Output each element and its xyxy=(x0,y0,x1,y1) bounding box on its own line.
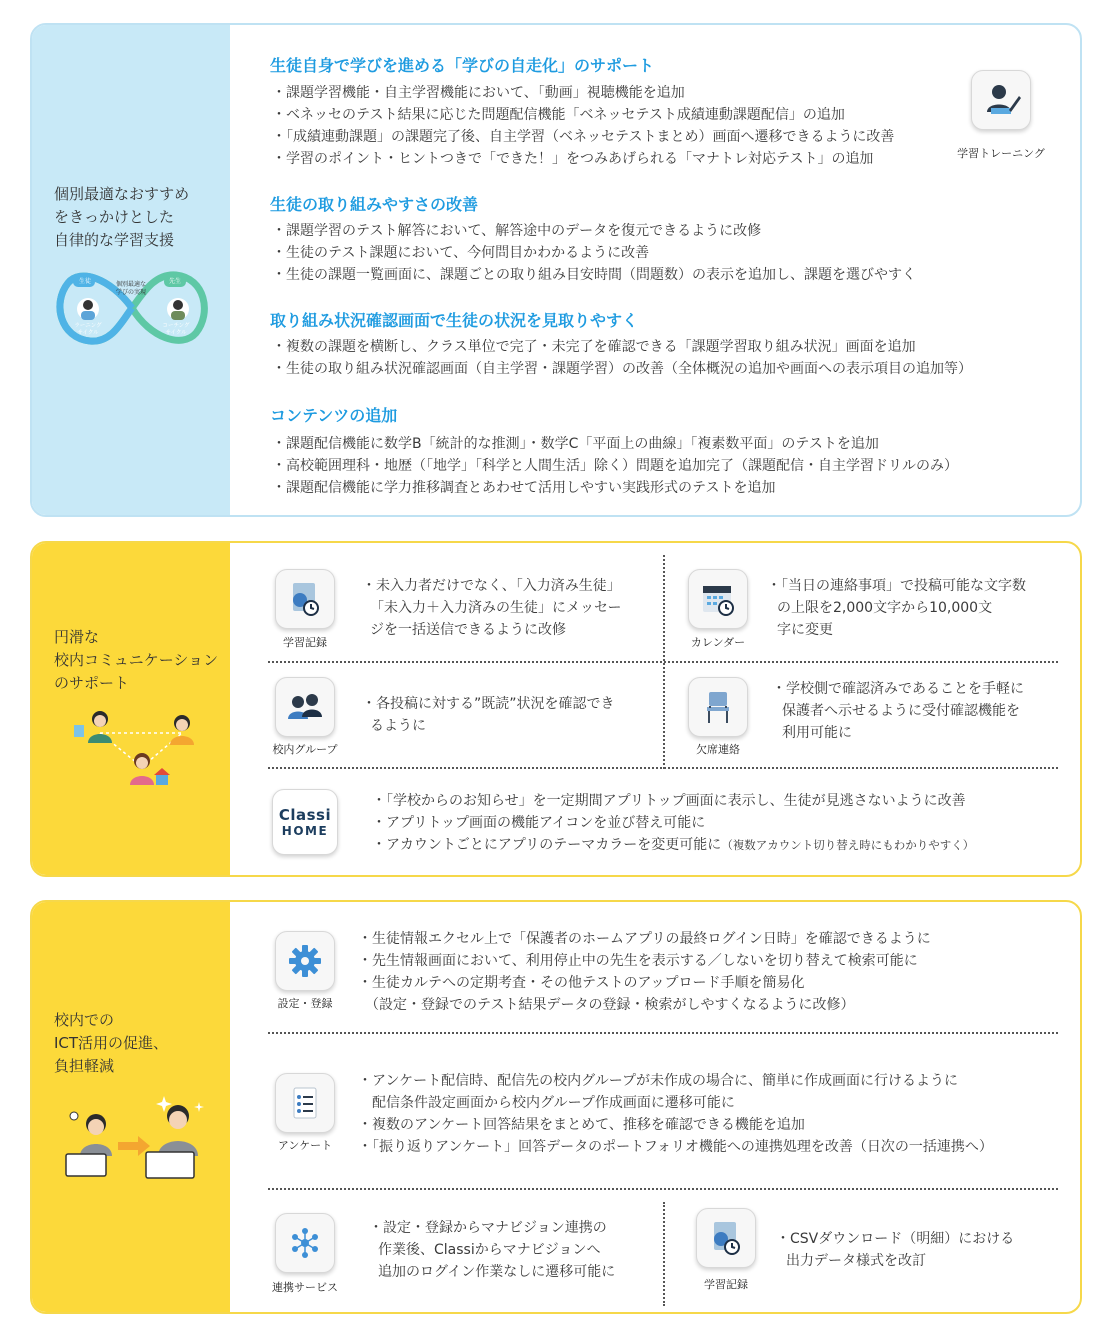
school-group-label: 校内グループ xyxy=(272,743,338,756)
link-service-label: 連携サービス xyxy=(272,1281,338,1294)
gear-icon xyxy=(285,941,325,981)
list-item: ・高校範囲理科・地歴（「地学」「科学と人間生活」除く）問題を追加完了（課題配信・自主学習ドリルのみ） xyxy=(272,458,958,474)
section1-sidebar xyxy=(32,25,230,515)
text-line: ・各投稿に対する”既読”状況を確認でき xyxy=(362,696,615,712)
calendar-app-icon xyxy=(688,569,748,629)
survey-checklist-icon xyxy=(285,1083,325,1123)
list-item: ・「成績連動課題」の課題完了後、自主学習（ベネッセテストまとめ）画面へ遷移できるように改善 xyxy=(272,129,895,145)
section3-sidebar xyxy=(32,902,230,1312)
list-item: ・課題学習のテスト解答において、解答途中のデータを復元できるように改修 xyxy=(272,223,762,239)
list-item: ・学習のポイント・ヒントつきで「できた！」をつみあげられる「マナトレ対応テスト」の追加 xyxy=(272,151,874,167)
list-item: ・ベネッセのテスト結果に応じた問題配信機能「ベネッセテスト成績連動課題配信」の追加 xyxy=(272,107,845,123)
text-line: 追加のログイン作業なしに遷移可能に xyxy=(378,1264,616,1280)
cycle-right-label: コーチング サイクル xyxy=(162,323,190,336)
classi-home-app-icon xyxy=(272,789,338,855)
list-item: ・複数の課題を横断し、クラス単位で完了・未完了を確認できる「課題学習取り組み状況」画面を追加 xyxy=(272,339,916,355)
list-item: ・課題学習機能・自主学習機能において、「動画」視聴機能を追加 xyxy=(272,85,685,101)
cycle-left-badge: 生徒 xyxy=(78,278,91,285)
cycle-left-label: ラーニング サイクル xyxy=(74,323,102,336)
text-line: ジを一括送信できるように改修 xyxy=(370,622,566,638)
text-line: 配信条件設定画面から校内グループ作成画面に遷移可能に xyxy=(358,1095,735,1111)
text-line: るように xyxy=(370,718,426,734)
text-line-note: （複数アカウント切り替え時にもわかりやすく） xyxy=(721,838,975,852)
cycle-right-badge: 先生 xyxy=(168,278,181,285)
survey-text xyxy=(358,1070,993,1158)
network-nodes-icon xyxy=(285,1223,325,1263)
communication-illustration xyxy=(70,705,200,797)
csv-download-text xyxy=(776,1228,1014,1272)
text-line: ・CSVダウンロード（明細）における xyxy=(776,1231,1015,1247)
text-line: ・「当日の連絡事項」で投稿可能な文字数 xyxy=(767,578,1026,594)
school-group-icon xyxy=(283,685,327,729)
text-line: ・アプリトップ画面の機能アイコンを並び替え可能に xyxy=(372,815,706,831)
learning-training-label: 学習トレーニング xyxy=(957,147,1045,160)
group3-list xyxy=(272,336,972,380)
grid-divider xyxy=(268,1188,1058,1190)
absence-text xyxy=(772,678,1024,744)
learning-record-app-icon xyxy=(275,569,335,629)
text-line: ・先生情報画面において、利用停止中の先生を表示する／しないを切り替えて検索可能に xyxy=(358,953,918,969)
text-line: 「未入力＋入力済みの生徒」にメッセー xyxy=(370,600,622,616)
section-communication xyxy=(30,541,1082,877)
text-line: ・アンケート配信時、配信先の校内グループが未作成の場合に、簡単に作成画面に行けるように xyxy=(358,1073,959,1089)
group4-heading: コンテンツの追加 xyxy=(270,406,398,425)
text-line: 作業後、Classiからマナビジョンへ xyxy=(378,1242,601,1258)
group4-list xyxy=(272,433,958,499)
section1-side-label: 個別最適なおすすめ をきっかけとした 自律的な学習支援 xyxy=(54,185,190,249)
list-item: ・課題配信機能に数学B「統計的な推測」・数学C「平面上の曲線」「複素数平面」のテストを追加 xyxy=(272,436,879,452)
text-line: の上限を2,000文字から10,000文 xyxy=(777,600,993,616)
learning-training-app-icon xyxy=(971,70,1031,130)
text-line: 出力データ様式を改訂 xyxy=(786,1253,926,1269)
learning-record-app-icon-2 xyxy=(696,1208,756,1268)
settings-text xyxy=(358,928,931,1016)
calendar-label: カレンダー xyxy=(690,636,746,649)
absence-label: 欠席連絡 xyxy=(696,743,740,756)
group3-heading: 取り組み状況確認画面で生徒の状況を見取りやすく xyxy=(270,311,639,330)
text-line: 保護者へ示せるように受付確認機能を xyxy=(782,703,1020,719)
teacher-relief-illustration xyxy=(62,1094,212,1186)
list-item: ・課題配信機能に学力推移調査とあわせて活用しやすい実践形式のテストを追加 xyxy=(272,480,776,496)
group1-heading: 生徒自身で学びを進める「学びの自走化」のサポート xyxy=(270,56,655,75)
survey-app-icon xyxy=(275,1073,335,1133)
section3-side-label: 校内での ICT活用の促進、 負担軽減 xyxy=(54,1011,169,1075)
link-service-text xyxy=(369,1217,615,1283)
text-line: ・「振り返りアンケート」回答データのポートフォリオ機能への連携処理を改善（日次の一括連携へ） xyxy=(358,1139,993,1155)
learning-record-icon xyxy=(284,578,326,620)
classi-logo-text: Classi xyxy=(278,806,332,824)
absence-app-icon xyxy=(688,677,748,737)
text-line: 利用可能に xyxy=(782,725,852,741)
survey-label: アンケート xyxy=(277,1139,333,1152)
list-item: ・生徒の課題一覧画面に、課題ごとの取り組み目安時間（問題数）の表示を追加し、課題を選びやすく xyxy=(272,267,916,283)
text-line: ・「学校からのお知らせ」を一定期間アプリトップ画面に表示し、生徒が見逃さないように改善 xyxy=(372,793,966,809)
learning-record-text xyxy=(362,575,621,641)
text-line: ・学校側で確認済みであることを手軽に xyxy=(772,681,1024,697)
text-line-main: ・アカウントごとにアプリのテーマカラーを変更可能に xyxy=(372,837,722,853)
text-line: ・未入力者だけでなく、「入力済み生徒」 xyxy=(362,578,621,594)
grid-divider xyxy=(268,661,1058,663)
school-group-text xyxy=(362,693,615,737)
text-line: （設定・登録でのテスト結果データの登録・検索がしやすくなるように改修） xyxy=(358,997,855,1013)
list-item: ・生徒の取り組み状況確認画面（自主学習・課題学習）の改善（全体概況の追加や画面への表示項目の追加等） xyxy=(272,361,972,377)
section-learning-support xyxy=(30,23,1082,517)
group2-heading: 生徒の取り組みやすさの改善 xyxy=(270,195,479,214)
link-service-app-icon xyxy=(275,1213,335,1273)
group2-list xyxy=(272,220,916,286)
learning-record-icon xyxy=(705,1217,747,1259)
learning-record-label-2: 学習記録 xyxy=(704,1278,748,1291)
chair-icon xyxy=(698,687,738,727)
group1-list xyxy=(272,82,894,170)
calendar-text xyxy=(767,575,1026,641)
section2-sidebar xyxy=(32,543,230,875)
grid-divider xyxy=(663,1202,665,1306)
text-line xyxy=(372,834,974,856)
grid-divider xyxy=(268,767,1058,769)
grid-divider xyxy=(268,1032,1058,1034)
learning-record-label: 学習記録 xyxy=(283,636,327,649)
text-line: ・複数のアンケート回答結果をまとめて、推移を確認できる機能を追加 xyxy=(358,1117,805,1133)
student-study-icon xyxy=(979,78,1023,122)
home-logo-text: HOME xyxy=(281,824,329,838)
text-line: ・生徒カルテへの定期考査・その他テストのアップロード手順を簡易化 xyxy=(358,975,805,991)
text-line: ・生徒情報エクセル上で「保護者のホームアプリの最終ログイン日時」を確認できるように xyxy=(358,931,931,947)
cycle-center-text: 個別最適な 学びの実現 xyxy=(115,281,146,296)
list-item: ・生徒のテスト課題において、今何問目かわかるように改善 xyxy=(272,245,650,261)
text-line: ・設定・登録からマナビジョン連携の xyxy=(369,1220,607,1236)
settings-app-icon xyxy=(275,931,335,991)
school-group-app-icon xyxy=(275,677,335,737)
classi-home-text xyxy=(372,790,974,856)
calendar-icon xyxy=(697,578,739,620)
section-ict-promotion xyxy=(30,900,1082,1314)
settings-label: 設定・登録 xyxy=(277,997,333,1010)
text-line: 字に変更 xyxy=(777,622,833,638)
section2-side-label: 円滑な 校内コミュニケーション のサポート xyxy=(54,628,219,692)
